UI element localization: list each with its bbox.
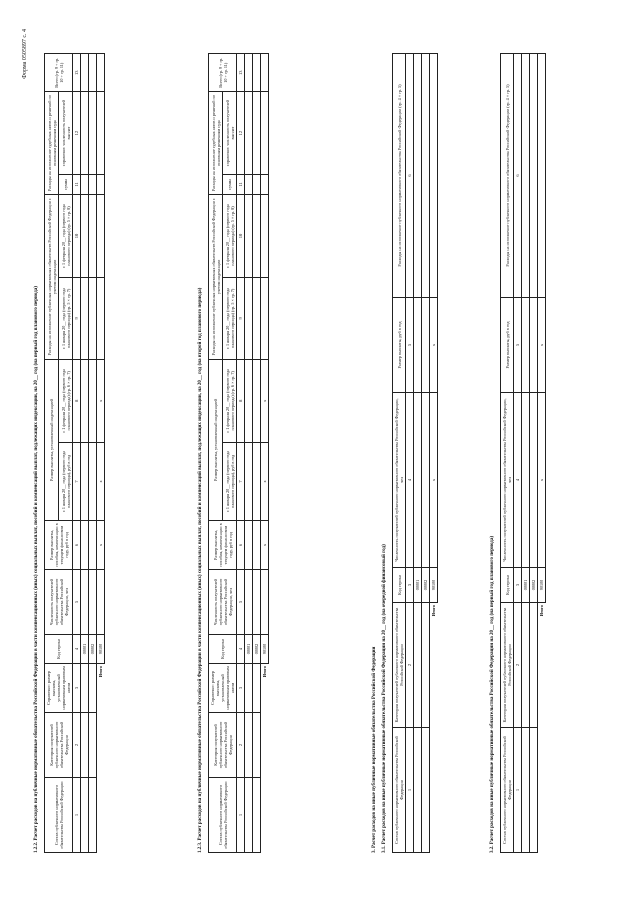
th-h1: Состав публичного нормативного обязательства Российской Федерации bbox=[393, 727, 406, 852]
th-h5: Размер выплаты, руб в год bbox=[501, 297, 514, 392]
th-grp-c: Расходы на исполнение судебных актов и решений по основным решениям суда bbox=[209, 91, 223, 194]
table-row bbox=[414, 53, 422, 852]
th-c3: Справочно: размер выплаты, установленный нормативным правовым актом bbox=[209, 663, 237, 712]
table-row bbox=[530, 53, 538, 852]
th-h6: Расходы на исполнение публичного нормативного обязательства Российской Федерации (гр. 4 × гр. 5) bbox=[501, 53, 514, 297]
row-code: 00001 bbox=[81, 634, 89, 663]
col-num: 3 bbox=[237, 663, 245, 712]
total-code: 90100 bbox=[97, 634, 105, 663]
th-c13: Всего (гр. 9 + гр. 10 + гр. 11) bbox=[45, 53, 73, 91]
total-row bbox=[97, 53, 105, 852]
col-num: 7 bbox=[237, 442, 245, 520]
table-row bbox=[245, 53, 253, 852]
th-h1: Состав публичного нормативного обязательства Российской Федерации bbox=[501, 727, 514, 852]
x-mark: x bbox=[538, 297, 546, 392]
x-mark: x bbox=[538, 392, 546, 567]
col-num: 2 bbox=[406, 602, 414, 727]
col-num: 6 bbox=[406, 53, 414, 297]
th-c13: Всего (гр. 9 + гр. 10 + гр. 11) bbox=[209, 53, 237, 91]
x-mark: x bbox=[97, 359, 105, 442]
col-num: 4 bbox=[73, 634, 81, 663]
x-mark: x bbox=[430, 297, 438, 392]
th-c7: с 1 января 20__ года (первого года планового периода), руб в год bbox=[59, 442, 73, 520]
table-row bbox=[422, 53, 430, 852]
th-c8: с 1 февраля 20__ года (первого года планового периода) (гр. 6 × гр. 7) bbox=[59, 359, 73, 442]
total-row bbox=[430, 53, 438, 852]
col-num: 3 bbox=[73, 663, 81, 712]
col-num: 6 bbox=[237, 520, 245, 569]
form-code: Форма 0505897 с. 4 bbox=[22, 28, 28, 79]
table-row bbox=[89, 53, 97, 852]
total-row bbox=[261, 53, 269, 852]
section-1-title: 1.2.2. Расчет расходов на публичные нормативные обязательства Российской Федерации в части компенсационных (иных) социальных выплат, пособий и компенсаций выплат, подлежащих индексации, на 20__ год (на первый год планового периода) bbox=[34, 285, 39, 853]
th-c5: Численность получателей публичного нормативного обязательства Российской Федерации, чел bbox=[45, 569, 73, 634]
th-c7: с 1 января 20__ года (первого года планового периода), руб в год bbox=[223, 442, 237, 520]
th-c12: справочно: численность получателей выплат bbox=[223, 91, 237, 173]
col-num: 7 bbox=[73, 442, 81, 520]
th-c2: Категория получателей публичного нормативного обязательства Российской Федерации bbox=[45, 712, 73, 777]
x-mark: x bbox=[430, 392, 438, 567]
table-2 bbox=[208, 53, 269, 853]
th-c11: сумма bbox=[59, 174, 73, 194]
col-num: 9 bbox=[237, 277, 245, 359]
th-c8: с 1 февраля 20__ года (первого года планового периода) (гр. 6 × гр. 7) bbox=[223, 359, 237, 442]
row-code: 00002 bbox=[530, 567, 538, 602]
th-c6: Размер выплаты, пособия, компенсации в текущем финансовом году, руб в год bbox=[45, 520, 73, 569]
total-row bbox=[538, 53, 546, 852]
x-mark: x bbox=[97, 442, 105, 520]
row-code: 00002 bbox=[253, 634, 261, 663]
row-code: 00001 bbox=[245, 634, 253, 663]
th-c2: Категория получателей публичного нормативного обязательства Российской Федерации bbox=[209, 712, 237, 777]
total-code: 90100 bbox=[261, 634, 269, 663]
col-num: 6 bbox=[73, 520, 81, 569]
th-grp-a: Размер выплаты, установленный индексацией bbox=[45, 359, 59, 520]
rotated-page bbox=[20, 23, 620, 883]
row-code: 00002 bbox=[422, 567, 430, 602]
table-4 bbox=[500, 53, 546, 853]
col-num: 5 bbox=[237, 569, 245, 634]
col-num: 13 bbox=[73, 53, 81, 91]
table-row bbox=[253, 53, 261, 852]
row-code: 00001 bbox=[522, 567, 530, 602]
col-num: 9 bbox=[73, 277, 81, 359]
total-label: Итого bbox=[262, 665, 268, 677]
th-c11: сумма bbox=[223, 174, 237, 194]
th-h4: Численность получателей публичного нормативного обязательства Российской Федерации, чел bbox=[501, 392, 514, 567]
section-3-2-title: 3.2. Расчет расходов на иные публичные нормативные обязательства Российской Федерации на 20__ год (на первый год планового периода) bbox=[490, 535, 495, 853]
th-c10: с 1 февраля 20__ года (первого года планового периода) (гр. 5 × гр. 8) bbox=[223, 194, 237, 277]
col-num: 1 bbox=[73, 777, 81, 852]
col-num: 4 bbox=[406, 392, 414, 567]
x-mark: x bbox=[97, 520, 105, 569]
th-h2: Категория получателей публичного нормативного обязательства Российской Федерации bbox=[393, 602, 406, 727]
th-h5: Размер выплаты, руб в год bbox=[393, 297, 406, 392]
table-1 bbox=[44, 53, 105, 853]
x-mark: x bbox=[261, 520, 269, 569]
col-num: 5 bbox=[73, 569, 81, 634]
total-label: Итого bbox=[98, 665, 104, 677]
table-3 bbox=[392, 53, 438, 853]
th-c5: Численность получателей публичного нормативного обязательства Российской Федерации, чел bbox=[209, 569, 237, 634]
th-grp-a: Размер выплаты, установленный индексацией bbox=[209, 359, 223, 520]
col-num: 5 bbox=[514, 297, 522, 392]
total-code: 90100 bbox=[538, 567, 546, 602]
th-c12: справочно: численность получателей выплат bbox=[59, 91, 73, 173]
x-mark: x bbox=[261, 442, 269, 520]
col-num: 10 bbox=[73, 194, 81, 277]
col-num: 3 bbox=[514, 567, 522, 602]
table-row bbox=[522, 53, 530, 852]
th-c3: Справочно: размер выплаты, установленный нормативным правовым актом bbox=[45, 663, 73, 712]
section-3-heading: 3. Расчет расходов на иные публичные нормативные обязательства Российской Федерации bbox=[372, 646, 377, 853]
col-num: 11 bbox=[73, 174, 81, 194]
col-num: 2 bbox=[514, 602, 522, 727]
th-c6: Размер выплаты, пособия, компенсации в текущем финансовом году, руб в год bbox=[209, 520, 237, 569]
col-num: 8 bbox=[73, 359, 81, 442]
total-code: 90100 bbox=[430, 567, 438, 602]
col-num: 5 bbox=[406, 297, 414, 392]
x-mark: x bbox=[261, 359, 269, 442]
th-c1: Состав публичного нормативного обязательства Российской Федерации bbox=[45, 777, 73, 852]
row-code: 00002 bbox=[89, 634, 97, 663]
th-c10: с 1 февраля 20__ года (первого года планового периода) (гр. 5 × гр. 8) bbox=[59, 194, 73, 277]
col-num: 2 bbox=[237, 712, 245, 777]
th-c4: Код строки bbox=[45, 634, 73, 663]
th-h6: Расходы на исполнение публичного нормативного обязательства Российской Федерации (гр. 4 × гр. 5) bbox=[393, 53, 406, 297]
th-c9: с 1 января 20__ года (первого года планового периода) (гр. 5 × гр. 7) bbox=[223, 277, 237, 359]
col-num: 1 bbox=[406, 727, 414, 852]
total-label: Итого bbox=[539, 604, 545, 616]
col-num: 2 bbox=[73, 712, 81, 777]
col-num: 4 bbox=[514, 392, 522, 567]
th-grp-b: Расходы на исполнение публичных нормативных обязательств Российской Федерации с учетом индексации bbox=[209, 194, 223, 359]
col-num: 10 bbox=[237, 194, 245, 277]
col-num: 12 bbox=[237, 91, 245, 173]
section-3-1-title: 3.1. Расчет расходов на иные публичные нормативные обязательства Российской Федерации на 20__ год (на очередной финансовый год) bbox=[382, 543, 387, 853]
table-row bbox=[81, 53, 89, 852]
col-num: 12 bbox=[73, 91, 81, 173]
th-grp-c: Расходы на исполнение судебных актов и решений по основным решениям суда bbox=[45, 91, 59, 194]
row-code: 00001 bbox=[414, 567, 422, 602]
th-c4: Код строки bbox=[209, 634, 237, 663]
th-c1: Состав публичного нормативного обязательства Российской Федерации bbox=[209, 777, 237, 852]
col-num: 8 bbox=[237, 359, 245, 442]
col-num: 4 bbox=[237, 634, 245, 663]
col-num: 3 bbox=[406, 567, 414, 602]
section-2-title: 1.2.3. Расчет расходов на публичные нормативные обязательства Российской Федерации в части компенсационных (иных) социальных выплат, пособий и компенсаций выплат, подлежащих индексации, на 20__ год (на второй год планового периода) bbox=[198, 287, 203, 853]
th-h3: Код строки bbox=[501, 567, 514, 602]
th-c9: с 1 января 20__ года (первого года планового периода) (гр. 5 × гр. 7) bbox=[59, 277, 73, 359]
th-grp-b: Расходы на исполнение публичных нормативных обязательств Российской Федерации с учетом индексации bbox=[45, 194, 59, 359]
col-num: 1 bbox=[514, 727, 522, 852]
th-h3: Код строки bbox=[393, 567, 406, 602]
th-h4: Численность получателей публичного нормативного обязательства Российской Федерации, чел bbox=[393, 392, 406, 567]
col-num: 11 bbox=[237, 174, 245, 194]
th-h2: Категория получателей публичного нормативного обязательства Российской Федерации bbox=[501, 602, 514, 727]
total-label: Итого bbox=[431, 604, 437, 616]
col-num: 6 bbox=[514, 53, 522, 297]
col-num: 13 bbox=[237, 53, 245, 91]
col-num: 1 bbox=[237, 777, 245, 852]
